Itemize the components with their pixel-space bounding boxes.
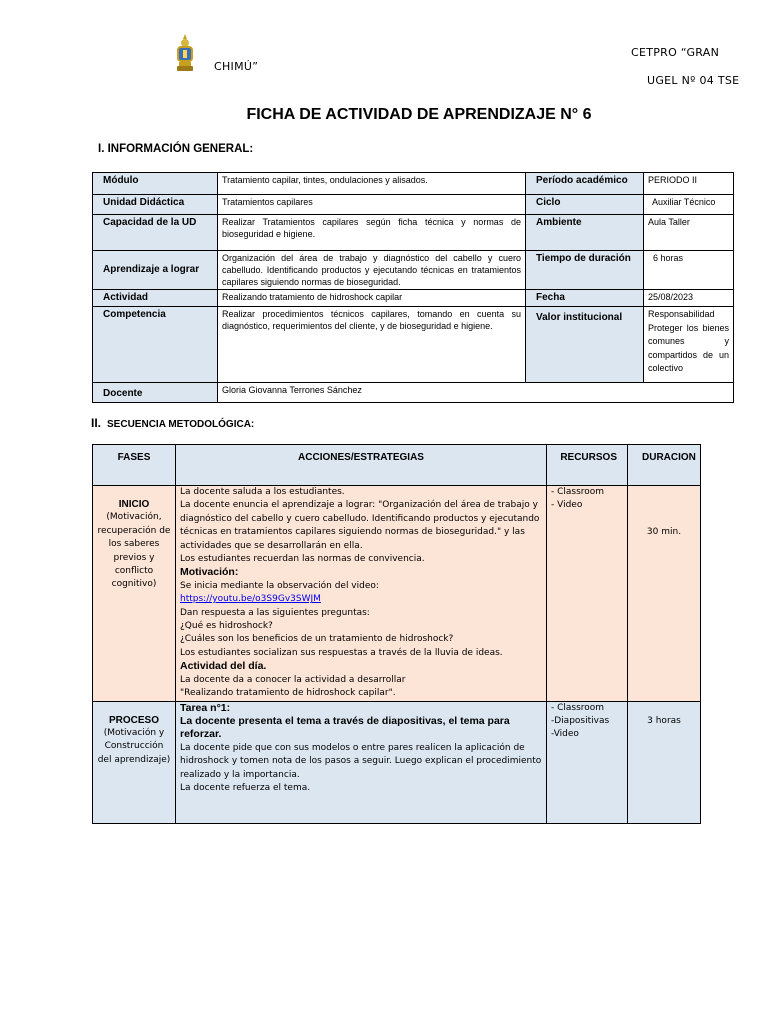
inicio-phase-desc: (Motivación, recuperación de los saberes previos y conflicto cognitivo) [97,512,171,590]
section2-number: II. [91,416,102,430]
proceso-resources [547,701,628,823]
methodology-table [92,444,701,824]
competencia-label: Competencia [93,307,218,383]
proceso-row [93,701,701,823]
ambiente-value: Aula Taller [644,215,734,251]
section2-heading [91,416,254,430]
ciclo-value: Auxiliar Técnico [644,195,734,215]
document-title: FICHA DE ACTIVIDAD DE APRENDIZAJE N° 6 [246,106,592,123]
proceso-phase-name: PROCESO [108,714,159,726]
tiempo-label: Tiempo de duración [526,251,644,290]
aprendizaje-label: Aprendizaje a lograr [93,251,218,290]
fecha-value: 25/08/2023 [644,290,734,307]
modulo-label: Módulo [93,173,218,195]
resource-item: - Classroom [551,487,605,497]
school-name-line1: CETPRO “GRAN [631,46,720,59]
header-duracion: DURACION [628,445,701,486]
motivacion-title: Motivación: [180,566,239,579]
inicio-line: La docente da a conocer la actividad a desarrollar [180,674,406,685]
docente-label: Docente [93,383,218,403]
inicio-duration: 30 min. [628,486,701,702]
inicio-line: Se inicia mediante la observación del video: [180,580,379,591]
section1-heading: I. INFORMACIÓN GENERAL: [98,143,254,155]
tarea-subtitle: La docente presenta el tema a través de diapositivas, el tema para reforzar. [180,714,510,741]
general-info-table [92,172,734,403]
tarea-title: Tarea n°1: [180,701,231,714]
inicio-row [93,486,701,702]
section2-title: SECUENCIA METODOLÓGICA: [107,419,255,430]
inicio-line: Los estudiantes socializan sus respuestas a través de la lluvia de ideas. [180,647,503,658]
resource-item: -Diapositivas [551,715,610,726]
inicio-phase-name: INICIO [118,499,150,510]
proceso-actions [176,701,547,823]
proceso-line: La docente pide que con sus modelos o entre pares realicen la aplicación de hidroshock y tomen nota de los pasos a seguir. Luego explican el procedimiento realizado y la importancia. [180,742,542,780]
inicio-line: Los estudiantes recuerdan las normas de convivencia. [180,554,425,565]
header-acciones: ACCIONES/ESTRATEGIAS [176,445,547,486]
actividad-value: Realizando tratamiento de hidroshock capilar [218,290,526,307]
resource-item: -Video [551,729,579,740]
resource-item: - Classroom [551,702,605,713]
actividad-label: Actividad [93,290,218,307]
proceso-line: La docente refuerza el tema. [180,782,311,793]
actividad-dia-title: Actividad del día. [180,660,267,673]
valor-value: Responsabilidad Proteger los bienes comunes y compartidos de un colectivo [644,307,734,383]
unidad-value: Tratamientos capilares [218,195,526,215]
header-recursos: RECURSOS [547,445,628,486]
tiempo-value: 6 horas [644,251,734,290]
capacidad-value: Realizar Tratamientos capilares según ficha técnica y normas de bioseguridad e higiene. [218,215,526,251]
inicio-line: ¿Qué es hidroshock? [180,621,273,632]
inicio-resources [547,486,628,702]
modulo-value: Tratamiento capilar, tintes, ondulaciones y alisados. [218,173,526,195]
aprendizaje-value: Organización del área de trabajo y diagnóstico del cabello y cuero cabelludo. Identificando productos y ejecutando técnicas en tratamientos capilares siguiendo normas de bioseguridad. [218,251,526,290]
video-link[interactable]: https://youtu.be/o3S9Gv3SWJM [180,594,321,605]
school-name-line2: CHIMÚ” [214,60,259,73]
docente-value: Gloria Giovanna Terrones Sánchez [218,383,734,403]
resource-item: - Video [551,500,583,511]
proceso-phase-desc: (Motivación y Construcción del aprendizaje) [97,727,171,765]
periodo-value: PERIODO II [644,173,734,195]
ambiente-label: Ambiente [526,215,644,251]
inicio-line: La docente saluda a los estudiantes. [180,487,345,497]
inicio-line: Dan respuesta a las siguientes preguntas: [180,607,370,618]
valor-label: Valor institucional [526,307,644,383]
inicio-line: "Realizando tratamiento de hidroshock capilar". [180,688,396,699]
school-crest-icon [174,34,196,74]
inicio-line: ¿Cuáles son los beneficios de un tratamiento de hidroshock? [180,634,454,645]
competencia-value: Realizar procedimientos técnicos capilares, tomando en cuenta su diagnóstico, requerimientos del cliente, y de bioseguridad e higiene. [218,307,526,383]
capacidad-label: Capacidad de la UD [93,215,218,251]
unidad-label: Unidad Didáctica [93,195,218,215]
header-fases: FASES [93,445,176,486]
inicio-actions [176,486,547,702]
ciclo-label: Ciclo [526,195,644,215]
ugel-label: UGEL Nº 04 TSE [647,74,740,87]
fecha-label: Fecha [526,290,644,307]
periodo-label: Período académico [526,173,644,195]
proceso-duration: 3 horas [628,701,701,823]
inicio-line: La docente enuncia el aprendizaje a lograr: "Organización del área de trabajo y diagnóstico del cabello y cuero cabelludo. Identificando productos y ejecutando técnicas en tratamientos capilares siguiendo normas de bioseguridad." y las actividades que se desarrollarán en ella. [180,500,540,551]
